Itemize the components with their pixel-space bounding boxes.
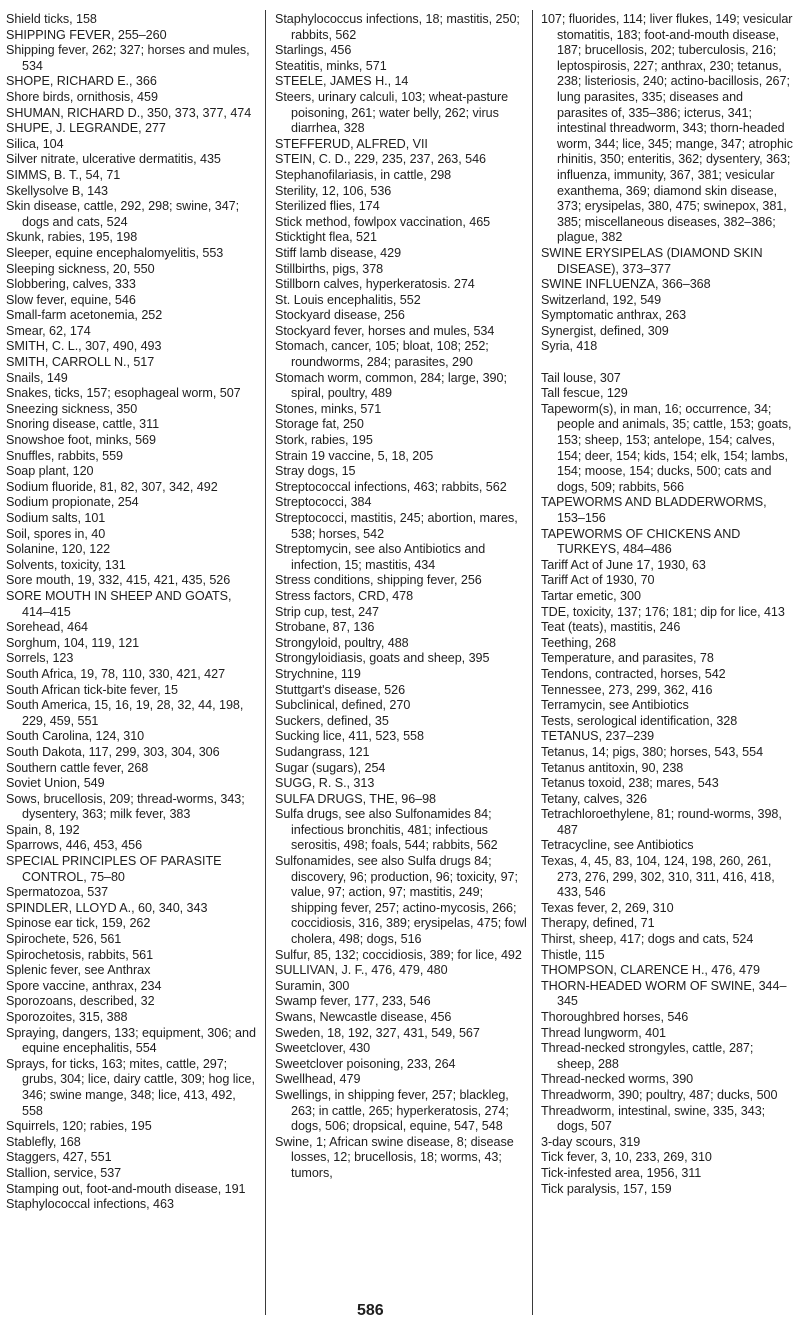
- index-entry: TDE, toxicity, 137; 176; 181; dip for lice, 413: [541, 604, 785, 619]
- index-entry: Texas fever, 2, 269, 310: [541, 900, 674, 915]
- index-entry: Tests, serological identification, 328: [541, 713, 738, 728]
- index-entry: Tennessee, 273, 299, 362, 416: [541, 682, 713, 697]
- index-entry: Silver nitrate, ulcerative dermatitis, 435: [6, 152, 221, 167]
- index-entry: Sorrels, 123: [6, 651, 74, 666]
- index-entry: Sporozoans, described, 32: [6, 994, 155, 1009]
- index-entry: SPINDLER, LLOYD A., 60, 340, 343: [6, 900, 208, 915]
- index-entry: Sodium fluoride, 81, 82, 307, 342, 492: [6, 479, 218, 494]
- index-column-right: [541, 12, 793, 1197]
- index-entry: SHUPE, J. LEGRANDE, 277: [6, 121, 166, 136]
- index-entry: Sweetclover, 430: [275, 1041, 371, 1056]
- index-entry: Strobane, 87, 136: [275, 620, 375, 635]
- index-entry: Stillbirths, pigs, 378: [275, 261, 384, 276]
- index-entry: Threadworm, 390; poultry, 487; ducks, 500: [541, 1087, 778, 1102]
- index-entry: Swans, Newcastle disease, 456: [275, 1010, 452, 1024]
- index-entry: Temperature, and parasites, 78: [541, 651, 714, 666]
- index-entry: Smear, 62, 174: [6, 323, 91, 338]
- index-entry: Symptomatic anthrax, 263: [541, 308, 687, 323]
- index-entry: TAPEWORMS OF CHICKENS AND TURKEYS, 484–486: [541, 526, 741, 557]
- index-entry: Steatitis, minks, 571: [275, 58, 387, 73]
- index-entry: Thoroughbred horses, 546: [541, 1010, 689, 1024]
- index-entry: 3-day scours, 319: [541, 1134, 641, 1149]
- index-entry: Tendons, contracted, horses, 542: [541, 666, 726, 681]
- index-entry: Splenic fever, see Anthrax: [6, 963, 151, 978]
- index-entry: Tick-infested area, 1956, 311: [541, 1165, 702, 1180]
- index-entry: Stephanofilariasis, in cattle, 298: [275, 167, 452, 182]
- index-entry: SULFA DRUGS, THE, 96–98: [275, 791, 437, 806]
- index-entry: Thread-necked worms, 390: [541, 1072, 694, 1087]
- index-entry: SORE MOUTH IN SHEEP AND GOATS, 414–415: [6, 588, 232, 619]
- index-entry: Swellhead, 479: [275, 1072, 361, 1087]
- index-entry: Tick fever, 3, 10, 233, 269, 310: [541, 1150, 712, 1165]
- index-entry: Sulfonamides, see also Sulfa drugs 84; discovery, 96; production, 96; toxicity, 97; value, 97; action, 97; mastitis, 249; shipping fever, 257; actino-mycosis, 266; coccidiosis, 316, 389; erysipelas, 475; fowl cholera, 498; dogs, 516: [275, 854, 527, 947]
- index-entry: South Africa, 19, 78, 110, 330, 421, 427: [6, 666, 226, 681]
- index-entry: Stallion, service, 537: [6, 1165, 122, 1180]
- index-entry: Thistle, 115: [541, 947, 605, 962]
- index-entry: Streptomycin, see also Antibiotics and infection, 15; mastitis, 434: [275, 542, 486, 572]
- index-entry: Sleeper, equine encephalomyelitis, 553: [6, 245, 224, 260]
- index-entry: Subclinical, defined, 270: [275, 698, 411, 713]
- index-entry: Soviet Union, 549: [6, 776, 105, 791]
- index-entry: Tariff Act of June 17, 1930, 63: [541, 557, 706, 572]
- index-entry: Snails, 149: [6, 370, 68, 385]
- index-entry: Stones, minks, 571: [275, 401, 382, 416]
- index-entry: SHUMAN, RICHARD D., 350, 373, 377, 474: [6, 105, 252, 120]
- index-entry: Sulfa drugs, see also Sulfonamides 84; infectious bronchitis, 481; infectious serositis, 498; foals, 544; rabbits, 562: [275, 807, 498, 853]
- index-entry: Stuttgart's disease, 526: [275, 682, 406, 697]
- index-entry: Slow fever, equine, 546: [6, 292, 136, 307]
- index-entry: THORN-HEADED WORM OF SWINE, 344–345: [541, 978, 787, 1009]
- index-entry: Solanine, 120, 122: [6, 542, 111, 557]
- index-entry: Sneezing sickness, 350: [6, 401, 138, 416]
- index-entry: Swellings, in shipping fever, 257; blackleg, 263; in cattle, 265; hyperkeratosis, 274; dogs, 506; dropsical, equine, 547, 548: [275, 1087, 509, 1134]
- index-entry: Sucking lice, 411, 523, 558: [275, 729, 424, 744]
- index-entry: South America, 15, 16, 19, 28, 32, 44, 198, 229, 459, 551: [6, 698, 244, 728]
- index-entry: SHOPE, RICHARD E., 366: [6, 74, 157, 89]
- index-entry: SHIPPING FEVER, 255–260: [6, 27, 167, 42]
- index-entry: 107; fluorides, 114; liver flukes, 149; vesicular stomatitis, 183; foot-and-mouth disease, 187; brucellosis, 202; tuberculosis, 216; leptospirosis, 227; anthrax, 230; tetanus, 238; listeriosis, 240; actino-bacillosis, 267; lung parasites, 335; diseases and parasites of, 335–386; icterus, 341; intestinal threadworm, 343; thorn-headed worm, 344; lice, 345; mange, 347; atrophic rhinitis, 350; enteritis, 362; dysentery, 363; influenza, immunity, 367, 381; vesicular exanthema, 369; diamond skin disease, 373; erysipelas, 380, 475; swinepox, 381, 385; miscellaneous diseases, 382–386; plague, 382: [541, 12, 793, 245]
- index-entry: Slobbering, calves, 333: [6, 277, 136, 292]
- index-entry: Stiff lamb disease, 429: [275, 245, 402, 260]
- index-entry: Storage fat, 250: [275, 417, 364, 432]
- index-entry: Sprays, for ticks, 163; mites, cattle, 297; grubs, 304; lice, dairy cattle, 309; hog lice, 346; swine mange, 348; lice, 413, 492, 558: [6, 1056, 255, 1118]
- index-entry: SIMMS, B. T., 54, 71: [6, 167, 121, 182]
- index-entry: Therapy, defined, 71: [541, 916, 655, 931]
- index-entry: Shore birds, ornithosis, 459: [6, 89, 158, 104]
- index-entry: Shield ticks, 158: [6, 12, 97, 26]
- index-entry: Spirochetosis, rabbits, 561: [6, 947, 154, 962]
- index-entry: Soil, spores in, 40: [6, 526, 106, 541]
- index-entry: Tetanus, 14; pigs, 380; horses, 543, 554: [541, 744, 764, 759]
- index-entry: Texas, 4, 45, 83, 104, 124, 198, 260, 261, 273, 276, 299, 302, 310, 311, 416, 418, 433, 546: [541, 854, 775, 900]
- index-entry: Tetanus antitoxin, 90, 238: [541, 760, 684, 775]
- index-entry: Silica, 104: [6, 136, 64, 151]
- column-divider: [265, 10, 266, 1315]
- index-entry: Skunk, rabies, 195, 198: [6, 230, 138, 245]
- index-entry: Stick method, fowlpox vaccination, 465: [275, 214, 491, 229]
- index-entry: Streptococcal infections, 463; rabbits, 562: [275, 479, 507, 494]
- index-entry: Stork, rabies, 195: [275, 433, 373, 448]
- index-entry: Staphylococcus infections, 18; mastitis, 250; rabbits, 562: [275, 12, 520, 42]
- index-entry: Snowshoe foot, minks, 569: [6, 433, 156, 448]
- index-column-middle: [275, 12, 529, 1182]
- index-entry: SUGG, R. S., 313: [275, 776, 375, 791]
- index-entry: Strain 19 vaccine, 5, 18, 205: [275, 448, 434, 463]
- index-entry: Sweetclover poisoning, 233, 264: [275, 1056, 456, 1071]
- index-entry: Synergist, defined, 309: [541, 323, 669, 338]
- index-entry: [541, 355, 793, 371]
- index-entry: Suramin, 300: [275, 978, 350, 993]
- index-entry: Tartar emetic, 300: [541, 588, 641, 603]
- column-divider: [532, 10, 533, 1315]
- index-entry: Shipping fever, 262; 327; horses and mules, 534: [6, 43, 250, 73]
- index-entry: Tick paralysis, 157, 159: [541, 1181, 672, 1196]
- index-entry: Stress factors, CRD, 478: [275, 588, 414, 603]
- index-entry: Snakes, ticks, 157; esophageal worm, 507: [6, 386, 241, 401]
- index-entry: SULLIVAN, J. F., 476, 479, 480: [275, 963, 448, 978]
- index-entry: Soap plant, 120: [6, 464, 94, 479]
- index-entry: Thread lungworm, 401: [541, 1025, 667, 1040]
- index-entry: Sudangrass, 121: [275, 744, 370, 759]
- index-entry: Spirochete, 526, 561: [6, 932, 122, 947]
- index-entry: Sweden, 18, 192, 327, 431, 549, 567: [275, 1025, 480, 1040]
- index-entry: Southern cattle fever, 268: [6, 760, 149, 775]
- index-entry: Spermatozoa, 537: [6, 885, 109, 900]
- index-entry: STEIN, C. D., 229, 235, 237, 263, 546: [275, 152, 486, 167]
- index-entry: Spain, 8, 192: [6, 822, 80, 837]
- index-entry: Starlings, 456: [275, 43, 352, 58]
- index-entry: Stomach worm, common, 284; large, 390; spiral, poultry, 489: [275, 370, 507, 401]
- index-entry: Teat (teats), mastitis, 246: [541, 620, 681, 635]
- index-entry: Sugar (sugars), 254: [275, 760, 386, 775]
- index-entry: Stomach, cancer, 105; bloat, 108; 252; roundworms, 284; parasites, 290: [275, 339, 489, 370]
- index-column-left: [6, 12, 260, 1213]
- index-entry: Stress conditions, shipping fever, 256: [275, 573, 482, 588]
- index-entry: Solvents, toxicity, 131: [6, 557, 126, 572]
- index-entry: South Dakota, 117, 299, 303, 304, 306: [6, 744, 220, 759]
- index-entry: Thread-necked strongyles, cattle, 287; sheep, 288: [541, 1041, 754, 1071]
- index-entry: Stablefly, 168: [6, 1134, 81, 1149]
- index-entry: Sodium propionate, 254: [6, 495, 139, 510]
- index-entry: Squirrels, 120; rabies, 195: [6, 1119, 152, 1134]
- index-entry: Stamping out, foot-and-mouth disease, 191: [6, 1181, 246, 1196]
- index-entry: Strongyloidiasis, goats and sheep, 395: [275, 651, 490, 666]
- index-entry: Stillborn calves, hyperkeratosis. 274: [275, 277, 475, 292]
- index-entry: Staggers, 427, 551: [6, 1150, 112, 1165]
- index-entry: Teething, 268: [541, 635, 616, 650]
- index-entry: Tetany, calves, 326: [541, 791, 647, 806]
- index-entry: Spinose ear tick, 159, 262: [6, 916, 151, 931]
- index-entry: Sleeping sickness, 20, 550: [6, 261, 155, 276]
- index-entry: Stockyard disease, 256: [275, 308, 405, 323]
- index-entry: Threadworm, intestinal, swine, 335, 343; dogs, 507: [541, 1103, 766, 1134]
- index-entry: Sterilized flies, 174: [275, 199, 380, 214]
- index-entry: South Carolina, 124, 310: [6, 729, 145, 744]
- index-entry: TAPEWORMS AND BLADDERWORMS, 153–156: [541, 495, 767, 525]
- index-entry: Skellysolve B, 143: [6, 183, 109, 198]
- index-entry: SMITH, C. L., 307, 490, 493: [6, 339, 162, 354]
- index-entry: Syria, 418: [541, 339, 598, 354]
- index-entry: Sparrows, 446, 453, 456: [6, 838, 143, 853]
- index-entry: Terramycin, see Antibiotics: [541, 698, 689, 713]
- index-entry: Stockyard fever, horses and mules, 534: [275, 323, 495, 338]
- index-entry: Staphylococcal infections, 463: [6, 1197, 174, 1212]
- index-entry: Tall fescue, 129: [541, 386, 628, 401]
- index-entry: SWINE INFLUENZA, 366–368: [541, 277, 711, 292]
- index-entry: Stray dogs, 15: [275, 464, 356, 479]
- index-entry: Tetracycline, see Antibiotics: [541, 838, 694, 853]
- index-entry: STEFFERUD, ALFRED, VII: [275, 136, 428, 151]
- index-entry: Tapeworm(s), in man, 16; occurrence, 34; people and animals, 35; cattle, 153; goats, 153; sheep, 153; antelope, 154; calves, 154; deer, 154; kids, 154; elk, 154; lambs, 154; moose, 154; ducks, 500; cats and dogs, 509; rabbits, 566: [541, 401, 792, 494]
- index-entry: St. Louis encephalitis, 552: [275, 292, 421, 307]
- index-entry: Streptococci, 384: [275, 495, 372, 510]
- index-entry: Small-farm acetonemia, 252: [6, 308, 163, 323]
- index-entry: Tail louse, 307: [541, 370, 621, 385]
- index-entry: Snoring disease, cattle, 311: [6, 417, 160, 432]
- index-entry: THOMPSON, CLARENCE H., 476, 479: [541, 963, 760, 978]
- index-entry: Sore mouth, 19, 332, 415, 421, 435, 526: [6, 573, 231, 588]
- page-number: 586: [357, 1302, 384, 1319]
- index-entry: Sticktight flea, 521: [275, 230, 377, 245]
- index-entry: Steers, urinary calculi, 103; wheat-pasture poisoning, 261; water belly, 262; virus diarrhea, 328: [275, 89, 509, 136]
- index-entry: Sterility, 12, 106, 536: [275, 183, 392, 198]
- index-entry: Skin disease, cattle, 292, 298; swine, 347; dogs and cats, 524: [6, 199, 240, 229]
- index-entry: Tariff Act of 1930, 70: [541, 573, 655, 588]
- index-entry: Tetanus toxoid, 238; mares, 543: [541, 776, 719, 791]
- index-entry: Strongyloid, poultry, 488: [275, 635, 409, 650]
- index-entry: Tetrachloroethylene, 81; round-worms, 398, 487: [541, 807, 782, 837]
- index-entry: Streptococci, mastitis, 245; abortion, mares, 538; horses, 542: [275, 511, 518, 541]
- index-entry: Strychnine, 119: [275, 666, 361, 681]
- index-entry: TETANUS, 237–239: [541, 729, 655, 744]
- index-entry: Sporozoites, 315, 388: [6, 1010, 128, 1024]
- index-entry: Sorehead, 464: [6, 620, 88, 635]
- index-entry: Switzerland, 192, 549: [541, 292, 662, 307]
- index-entry: South African tick-bite fever, 15: [6, 682, 178, 697]
- index-entry: Suckers, defined, 35: [275, 713, 389, 728]
- index-entry: SPECIAL PRINCIPLES OF PARASITE CONTROL, 75–80: [6, 854, 222, 884]
- index-entry: Spore vaccine, anthrax, 234: [6, 978, 162, 993]
- index-entry: Snuffles, rabbits, 559: [6, 448, 123, 463]
- index-entry: STEELE, JAMES H., 14: [275, 74, 409, 89]
- index-entry: SWINE ERYSIPELAS (DIAMOND SKIN DISEASE), 373–377: [541, 245, 763, 276]
- index-entry: SMITH, CARROLL N., 517: [6, 355, 155, 370]
- index-entry: Sows, brucellosis, 209; thread-worms, 343; dysentery, 363; milk fever, 383: [6, 791, 245, 822]
- index-entry: Thirst, sheep, 417; dogs and cats, 524: [541, 932, 754, 947]
- index-entry: Sulfur, 85, 132; coccidiosis, 389; for lice, 492: [275, 947, 522, 962]
- index-entry: Swamp fever, 177, 233, 546: [275, 994, 431, 1009]
- index-entry: Spraying, dangers, 133; equipment, 306; and equine encephalitis, 554: [6, 1025, 256, 1056]
- index-entry: Swine, 1; African swine disease, 8; disease losses, 12; brucellosis, 18; worms, 43; tumors,: [275, 1134, 514, 1180]
- index-entry: Strip cup, test, 247: [275, 604, 380, 619]
- index-entry: Sodium salts, 101: [6, 511, 106, 525]
- index-entry: Sorghum, 104, 119, 121: [6, 635, 140, 650]
